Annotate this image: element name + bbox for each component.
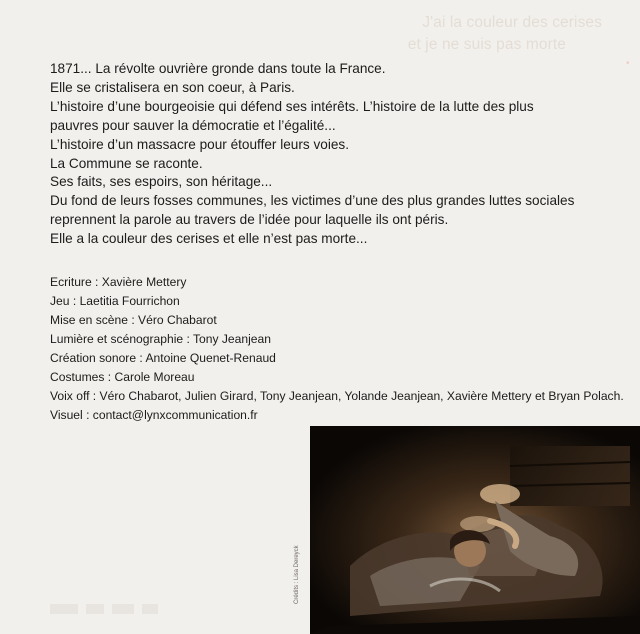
credits-list: [50, 273, 640, 425]
credit-writing: Ecriture : Xavière Mettery: [50, 275, 187, 289]
credit-voiceover: Voix off : Véro Chabarot, Julien Girard, Tony Jeanjean, Yolande Jeanjean, Xavière Mettery et Bryan Polach.: [50, 389, 624, 403]
credit-lighting: Lumière et scénographie : Tony Jeanjean: [50, 332, 271, 346]
synopsis-line: 1871... La révolte ouvrière gronde dans toute la France.: [50, 61, 386, 76]
margin-mark: •: [626, 58, 630, 69]
synopsis-line: L’histoire d’un massacre pour étouffer leurs voies.: [50, 136, 349, 152]
credit-visual: Visuel : contact@lynxcommunication.fr: [50, 408, 258, 422]
synopsis-line: Elle se cristalisera en son coeur, à Paris.: [50, 79, 295, 95]
faint-marks: [50, 600, 200, 618]
faint-title-line-2: et je ne suis pas morte: [407, 36, 566, 53]
stage-photo: [310, 426, 640, 634]
synopsis-line: La Commune se raconte.: [50, 155, 203, 171]
synopsis-line: pauvres pour sauver la démocratie et l’égalité...: [50, 117, 336, 133]
synopsis-line: Du fond de leurs fosses communes, les victimes d’une des plus grandes luttes sociales: [50, 193, 575, 209]
credit-direction: Mise en scène : Véro Chabarot: [50, 313, 217, 327]
faint-title: [408, 12, 602, 56]
faint-title-line-1: J'ai la couleur des cerises: [422, 14, 602, 31]
photo-credit: Crédits : Lisa Dereyck: [294, 545, 300, 604]
synopsis-line: Elle a la couleur des cerises et elle n’est pas morte...: [50, 231, 368, 247]
credit-costumes: Costumes : Carole Moreau: [50, 370, 195, 384]
stage-photo-illustration: [310, 426, 640, 634]
synopsis-text: [50, 60, 610, 249]
synopsis-line: Ses faits, ses espoirs, son héritage...: [50, 174, 273, 190]
synopsis-line: reprennent la parole au travers de l’idée pour laquelle ils ont péris.: [50, 212, 449, 228]
credit-sound: Création sonore : Antoine Quenet-Renaud: [50, 351, 276, 365]
credit-cast: Jeu : Laetitia Fourrichon: [50, 294, 180, 308]
synopsis-line: L’histoire d’une bourgeoisie qui défend ses intérêts. L’histoire de la lutte des plus: [50, 98, 534, 114]
